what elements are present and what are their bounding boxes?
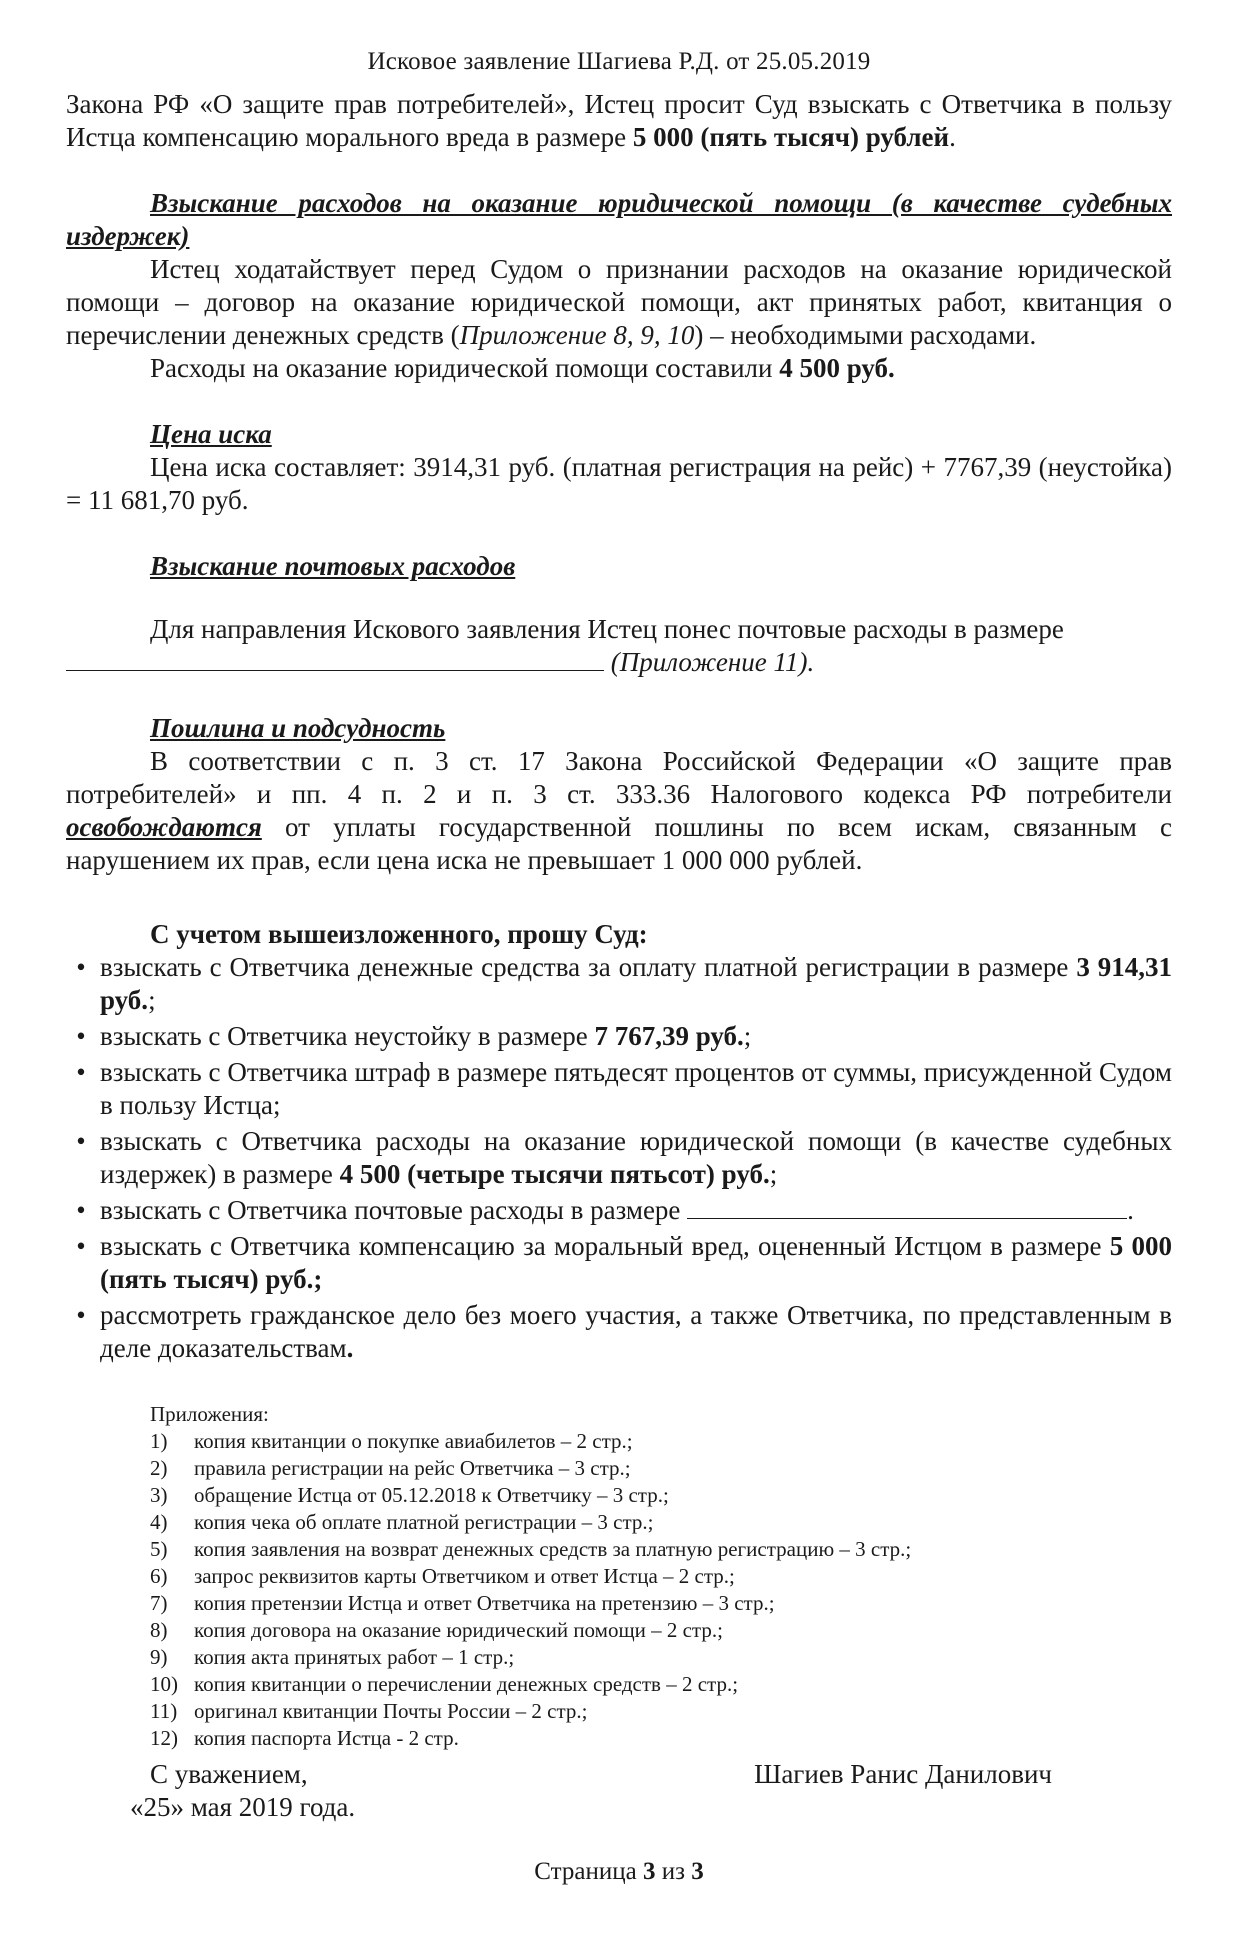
signature-row <box>66 1758 1172 1791</box>
page-number: 3 <box>642 1858 656 1885</box>
regards-text: С уважением, <box>150 1759 308 1789</box>
bullet-icon: • <box>76 952 86 982</box>
document-header: Исковое заявление Шагиева Р.Д. от 25.05.2019 <box>367 48 871 75</box>
annex-item: 4) копия чека об оплате платной регистрации – 3 стр.; <box>150 1510 654 1534</box>
duty-heading: Пошлина и подсудность <box>150 713 446 743</box>
claim-price-heading: Цена иска <box>150 419 272 449</box>
annex-item: 9) копия акта принятых работ – 1 стр.; <box>150 1645 515 1669</box>
annex-item: 11) оригинал квитанции Почты России – 2 стр.; <box>150 1699 588 1723</box>
annex-list <box>150 1428 1172 1752</box>
request-item: • взыскать с Ответчика штраф в размере пятьдесят процентов от суммы, присужденной Судом в пользу Истца; <box>66 1056 1172 1122</box>
annex-block <box>150 1401 1172 1752</box>
document-page <box>66 48 1172 1886</box>
exempt-emphasis: освобождаются <box>66 812 262 842</box>
moral-damage-amount: 5 000 (пять тысяч) рублей <box>632 122 950 152</box>
signer-name: Шагиев Ранис Данилович <box>754 1759 1052 1789</box>
annex-item: 2) правила регистрации на рейс Ответчика – 3 стр.; <box>150 1456 631 1480</box>
duty-paragraph: В соответствии с п. 3 ст. 17 Закона Российской Федерации «О защите прав потребителей» и пп. 4 п. 2 и п. 3 ст. 333.36 Налогового кодекса РФ потребители освобождаются от уплаты государственной пошлины по всем искам, связанным с нарушением их прав, если цена иска не превышает 1 000 000 рублей. <box>66 746 1172 875</box>
bullet-icon: • <box>76 1021 86 1051</box>
legal-costs-heading: Взыскание расходов на оказание юридической помощи (в качестве судебных издержек) <box>66 188 1172 251</box>
page-total: 3 <box>691 1858 704 1885</box>
annex-item: 10) копия квитанции о перечислении денежных средств – 2 стр.; <box>150 1672 739 1696</box>
annex-item: 3) обращение Истца от 05.12.2018 к Ответчику – 3 стр.; <box>150 1483 669 1507</box>
request-item: • взыскать с Ответчика неустойку в размере 7 767,39 руб.; <box>66 1020 1172 1053</box>
postal-amount-blank <box>66 648 604 671</box>
bullet-icon: • <box>76 1126 86 1156</box>
requests-title: С учетом вышеизложенного, прошу Суд: <box>150 919 648 949</box>
bullet-icon: • <box>76 1231 86 1261</box>
request-item: • рассмотреть гражданское дело без моего участия, а также Ответчика, по представленным в деле доказательствам. <box>66 1299 1172 1365</box>
postal-paragraph: Для направления Искового заявления Истец понес почтовые расходы в размере <box>150 614 1064 644</box>
annex-item: 5) копия заявления на возврат денежных средств за платную регистрацию – 3 стр.; <box>150 1537 912 1561</box>
annex-title: Приложения: <box>150 1402 269 1426</box>
signature-date: «25» мая 2019 года. <box>130 1792 356 1822</box>
bullet-icon: • <box>76 1300 86 1330</box>
legal-costs-total: Расходы на оказание юридической помощи составили 4 500 руб. <box>150 353 895 383</box>
postal-amount-blank <box>687 1196 1127 1219</box>
requests-list <box>66 951 1172 1365</box>
request-item: • взыскать с Ответчика почтовые расходы в размере . <box>66 1194 1172 1227</box>
bullet-icon: • <box>76 1195 86 1225</box>
request-item: • взыскать с Ответчика денежные средства за оплату платной регистрации в размере 3 914,31 руб.; <box>66 951 1172 1017</box>
intro-paragraph: Закона РФ «О защите прав потребителей», Истец просит Суд взыскать с Ответчика в пользу Истца компенсацию морального вреда в размере 5 000 (пять тысяч) рублей. <box>66 89 1172 152</box>
annex-item: 8) копия договора на оказание юридический помощи – 2 стр.; <box>150 1618 723 1642</box>
claim-price-paragraph: Цена иска составляет: 3914,31 руб. (платная регистрация на рейс) + 7767,39 (неустойка) = 11 681,70 руб. <box>66 452 1172 515</box>
request-item: • взыскать с Ответчика компенсацию за моральный вред, оцененный Истцом в размере 5 000 (пять тысяч) руб.; <box>66 1230 1172 1296</box>
postal-heading: Взыскание почтовых расходов <box>150 551 516 581</box>
annex-item: 6) запрос реквизитов карты Ответчиком и ответ Истца – 2 стр.; <box>150 1564 735 1588</box>
request-item: • взыскать с Ответчика расходы на оказание юридической помощи (в качестве судебных издержек) в размере 4 500 (четыре тысячи пятьсот) руб.; <box>66 1125 1172 1191</box>
annex-item: 1) копия квитанции о покупке авиабилетов – 2 стр.; <box>150 1429 633 1453</box>
legal-costs-paragraph: Истец ходатайствует перед Судом о признании расходов на оказание юридической помощи – договор на оказание юридической помощи, акт принятых работ, квитанция о перечислении денежных средств (Приложение 8, 9, 10) – необходимыми расходами. <box>66 254 1172 350</box>
annex-item: 12) копия паспорта Истца - 2 стр. <box>150 1726 459 1750</box>
postal-blank-line: (Приложение 11). <box>66 646 1172 679</box>
annex-item: 7) копия претензии Истца и ответ Ответчика на претензию – 3 стр.; <box>150 1591 775 1615</box>
page-footer: Страница 3 из 3 <box>534 1858 704 1885</box>
bullet-icon: • <box>76 1057 86 1087</box>
